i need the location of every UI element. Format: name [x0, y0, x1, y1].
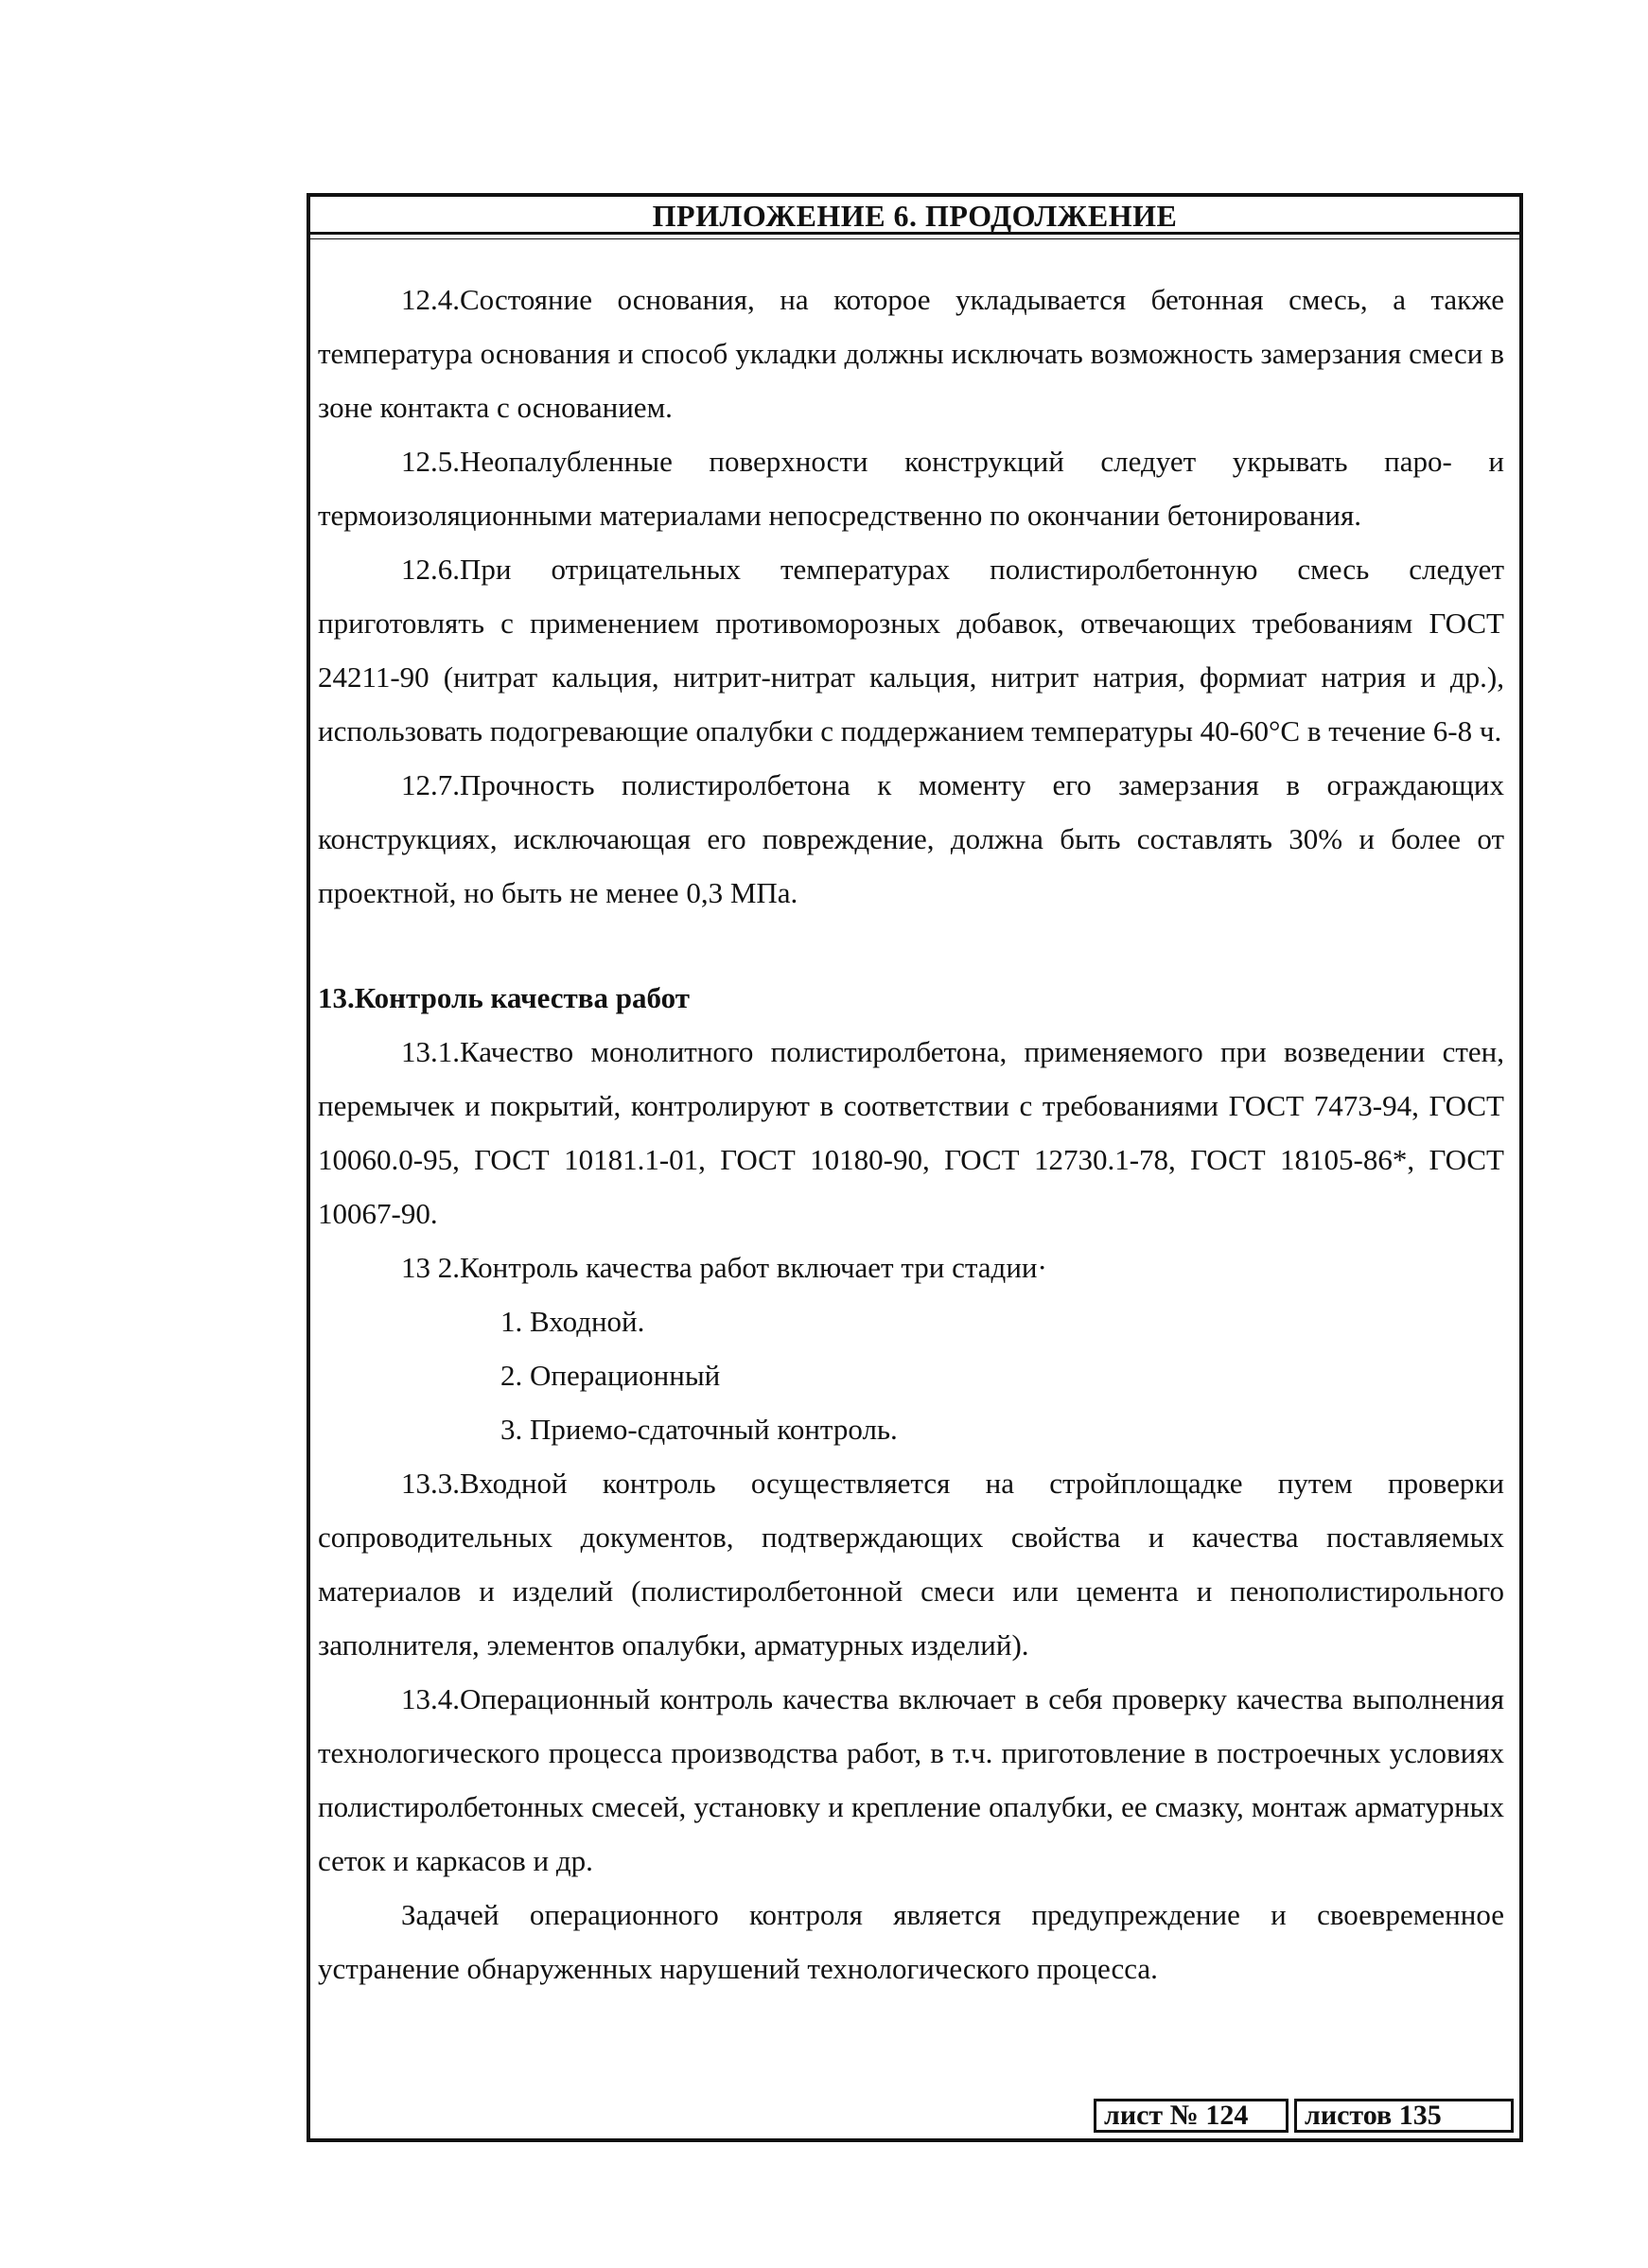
document-body — [318, 273, 1504, 1995]
paragraph-13-1: 13.1.Качество монолитного полистиролбетона, применяемого при возведении стен, перемычек и покрытий, контролируют в соответствии с требованиями ГОСТ 7473-94, ГОСТ 10060.0-95, ГОСТ 10181.1-01, ГОСТ 10180-90, ГОСТ 12730.1-78, ГОСТ 18105-86*, ГОСТ 10067-90. — [318, 1035, 1504, 1230]
page-frame — [307, 193, 1523, 2142]
paragraph-12-6: 12.6.При отрицательных температурах полистиролбетонную смесь следует приготовлять с применением противоморозных добавок, отвечающих требованиям ГОСТ 24211-90 (нитрат кальция, нитрит-нитрат кальция, нитрит натрия, формиат натрия и др.), использовать подогревающие опалубки с поддержанием температуры 40-60°С в течение 6-8 ч. — [318, 553, 1504, 747]
paragraph-12-4: 12.4.Состояние основания, на которое укладывается бетонная смесь, а также температура основания и способ укладки должны исключать возможность замерзания смеси в зоне контакта с основанием. — [318, 283, 1504, 424]
total-sheets: листов 135 — [1294, 2099, 1514, 2133]
sheet-number: лист № 124 — [1094, 2099, 1289, 2133]
paragraph-12-7: 12.7.Прочность полистиролбетона к моменту его замерзания в ограждающих конструкциях, исключающая его повреждение, должна быть составлять 30% и более от проектной, но быть не менее 0,3 МПа. — [318, 768, 1504, 909]
stage-item: 3. Приемо-сдаточный контроль. — [500, 1413, 898, 1446]
paragraph-13-2: 13 2.Контроль качества работ включает три стадии· — [401, 1251, 1047, 1284]
page-footer — [1094, 2099, 1514, 2133]
paragraph-13-3: 13.3.Входной контроль осуществляется на стройплощадке путем проверки сопроводительных документов, подтверждающих свойства и качества поставляемых материалов и изделий (полистиролбетонной смеси или цемента и пенополистирольного заполнителя, элементов опалубки, арматурных изделий). — [318, 1467, 1504, 1661]
page-header: ПРИЛОЖЕНИЕ 6. ПРОДОЛЖЕНИЕ — [310, 197, 1519, 235]
paragraph-12-5: 12.5.Неопалубленные поверхности конструкций следует укрывать паро- и термоизоляционными материалами непосредственно по окончании бетонирования. — [318, 445, 1504, 532]
section-title-13: 13.Контроль качества работ — [318, 981, 690, 1014]
stage-item: 1. Входной. — [500, 1305, 645, 1338]
stage-item: 2. Операционный — [500, 1359, 721, 1392]
paragraph-13-4: 13.4.Операционный контроль качества включает в себя проверку качества выполнения технологического процесса производства работ, в т.ч. приготовление в построечных условиях полистиролбетонных смесей, установку и крепление опалубки, ее смазку, монтаж арматурных сеток и каркасов и др. — [318, 1682, 1504, 1877]
paragraph-task: Задачей операционного контроля является предупреждение и своевременное устранение обнаруженных нарушений технологического процесса. — [318, 1898, 1504, 1985]
